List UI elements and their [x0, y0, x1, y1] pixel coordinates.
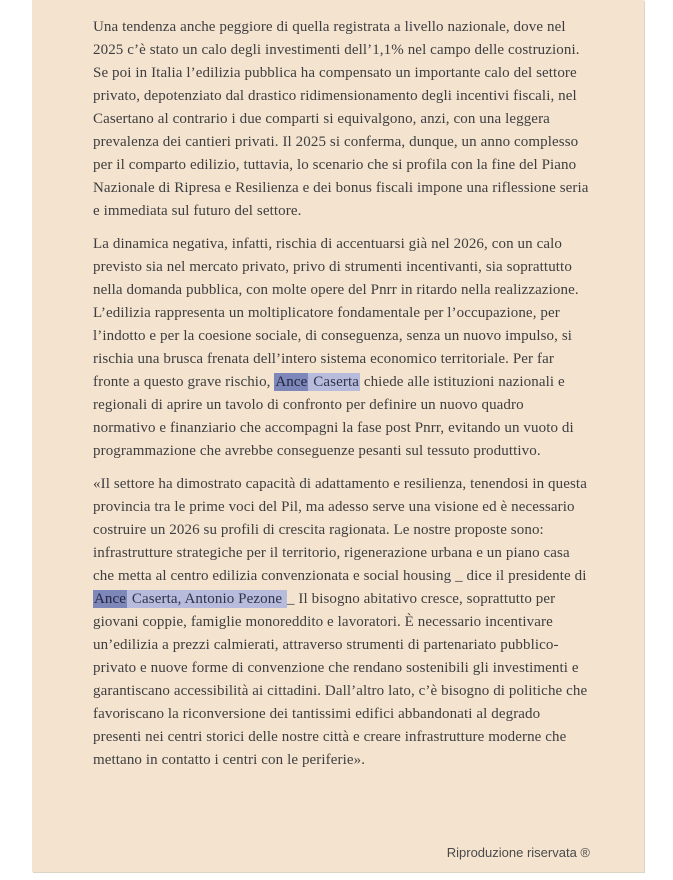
highlighted-text: Caserta, Antonio Pezone [128, 591, 286, 607]
paragraph-text: «Il settore ha dimostrato capacità di adattamento e resilienza, tenendosi in questa provincia tra le prime voci del Pil, ma adesso serve una visione ed è necessario costruire un 2026 su profili di crescita ragionata. Le nostre proposte sono: infrastrutture strategiche per il territorio, rigenerazione urbana e un piano casa che metta al centro edilizia convenzionata e social housing _ dice il presidente di [93, 476, 587, 584]
copyright-notice: Riproduzione riservata ® [446, 845, 590, 860]
article-body [32, 0, 644, 772]
paragraph [93, 233, 590, 463]
paragraph-text: Una tendenza anche peggiore di quella registrata a livello nazionale, dove nel 2025 c’è stato un calo degli investimenti dell’1,1% nel campo delle costruzioni. Se poi in Italia l’edilizia pubblica ha compensato un importante calo del settore privato, depotenziato dal drastico ridimensionamento degli incentivi fiscali, nel Casertano al contrario i due comparti si equivalgono, anzi, con una leggera prevalenza dei cantieri privati. Il 2025 si conferma, dunque, un anno complesso per il comparto edilizio, tuttavia, lo scenario che si profila con la fine del Piano Nazionale di Ripresa e Resilienza e dei bonus fiscali impone una riflessione seria e immediata sul futuro del settore. [93, 19, 589, 219]
paragraph [93, 16, 590, 223]
highlighted-text: Caserta [309, 374, 359, 390]
paragraph-text: La dinamica negativa, infatti, rischia di accentuarsi già nel 2026, con un calo previsto sia nel mercato privato, privo di strumenti incentivanti, sia soprattutto nella domanda pubblica, con molte opere del Pnrr in ritardo nella realizzazione. L’edilizia rappresenta un moltiplicatore fondamentale per l’occupazione, per l’indotto e per la coesione sociale, di conseguenza, senza un nuovo impulso, si rischia una brusca frenata dell’intero sistema economico territoriale. Per far fronte a questo grave rischio, [93, 236, 579, 390]
article-panel [32, 0, 644, 872]
highlighted-text: Ance [275, 374, 308, 390]
paragraph-text: chiede alle istituzioni nazionali e regionali di aprire un tavolo di confronto per definire un nuovo quadro normativo e finanziario che accompagni la fase post Pnrr, evitando un vuoto di programmazione che avrebbe conseguenze pesanti sul tessuto produttivo. [93, 374, 574, 459]
highlighted-text: Ance [94, 591, 127, 607]
paragraph [93, 473, 590, 772]
paragraph-text: _ Il bisogno abitativo cresce, soprattutto per giovani coppie, famiglie monoreddito e lavoratori. È necessario incentivare un’edilizia a prezzi calmierati, attraverso strumenti di partenariato pubblico-privato e nuove forme di convenzione che rendano sostenibili gli investimenti e garantiscano accessibilità ai cittadini. Dall’altro lato, c’è bisogno di politiche che favoriscano la riconversione dei tantissimi edifici abbandonati al degrado presenti nei centri storici delle nostre città e creare infrastrutture moderne che mettano in contatto i centri con le periferie». [93, 591, 588, 768]
